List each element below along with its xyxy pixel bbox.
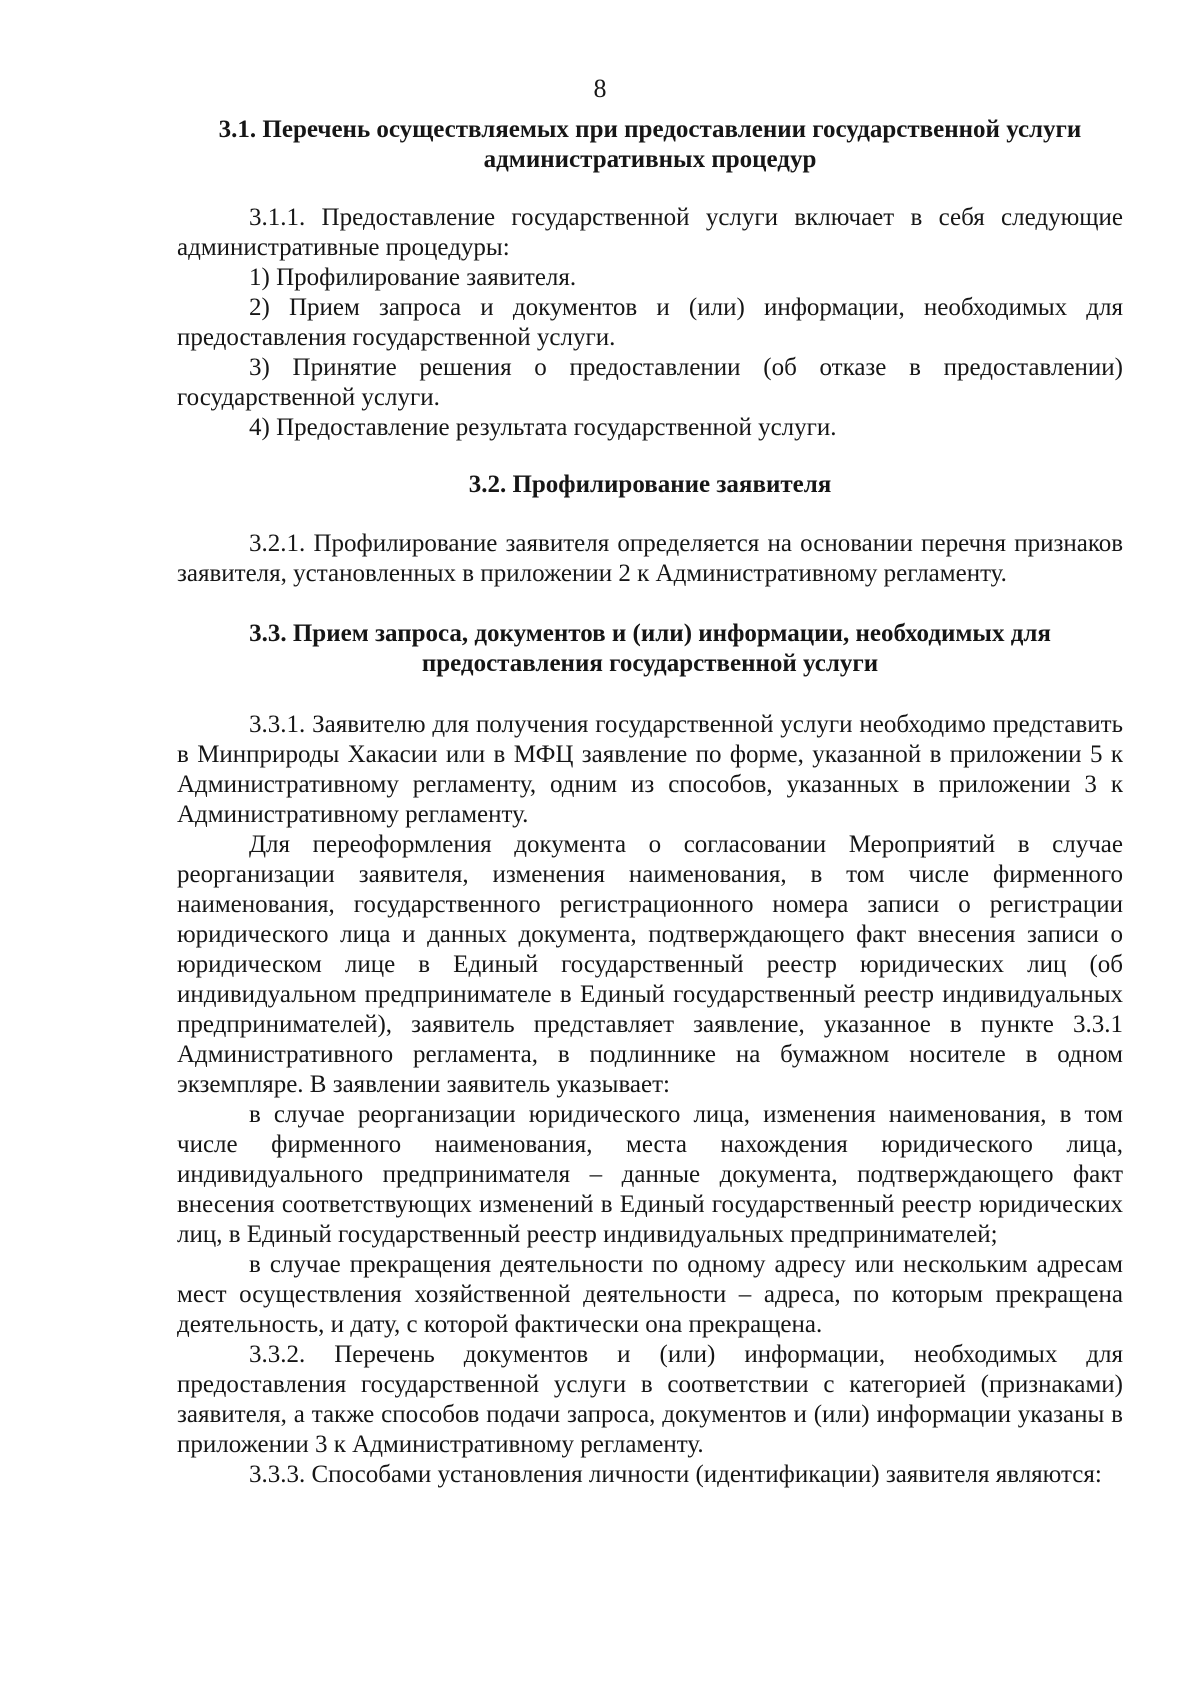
list-item-1: 1) Профилирование заявителя. (249, 264, 577, 291)
section-3-2-heading: 3.2. Профилирование заявителя (468, 471, 832, 498)
paragraph-3-2-1: 3.2.1. Профилирование заявителя определяется на основании перечня признаков заявителя, установленных в приложении 2 к Административному регламенту. (177, 530, 1123, 587)
paragraph-3-3-1: 3.3.1. Заявителю для получения государственной услуги необходимо представить в Минприроды Хакасии или в МФЦ заявление по форме, указанной в приложении 5 к Административному регламенту, одним из способов, указанных в приложении 3 к Административному регламенту. (177, 711, 1123, 828)
list-item-4: 4) Предоставление результата государственной услуги. (249, 414, 837, 441)
paragraph-3-1-1: 3.1.1. Предоставление государственной услуги включает в себя следующие административные процедуры: (177, 204, 1123, 261)
list-item-2: 2) Прием запроса и документов и (или) информации, необходимых для предоставления государственной услуги. (177, 294, 1123, 351)
paragraph-3-3-3: 3.3.3. Способами установления личности (идентификации) заявителя являются: (249, 1461, 1102, 1488)
document-body (177, 115, 1123, 1490)
paragraph-3-3-2: 3.3.2. Перечень документов и (или) информации, необходимых для предоставления государственной услуги в соответствии с категорией (признаками) заявителя, а также способов подачи запроса, документов и (или) информации указаны в приложении 3 к Административному регламенту. (177, 1341, 1123, 1458)
paragraph-termination-case: в случае прекращения деятельности по одному адресу или нескольким адресам мест осуществления хозяйственной деятельности – адреса, по которым прекращена деятельность, и дату, с которой фактически она прекращена. (177, 1251, 1123, 1338)
page-number: 8 (593, 74, 607, 103)
paragraph-reorganization-case: в случае реорганизации юридического лица, изменения наименования, в том числе фирменного наименования, места нахождения юридического лица, индивидуального предпринимателя – данные документа, подтверждающего факт внесения соответствующих изменений в Единый государственный реестр юридических лиц, в Единый государственный реестр индивидуальных предпринимателей; (177, 1101, 1123, 1248)
list-item-3: 3) Принятие решения о предоставлении (об отказе в предоставлении) государственной услуги. (177, 354, 1123, 411)
section-3-3-heading: 3.3. Прием запроса, документов и (или) информации, необходимых для предоставления государственной услуги (249, 620, 1051, 677)
paragraph-reissue: Для переоформления документа о согласовании Мероприятий в случае реорганизации заявителя, изменения наименования, в том числе фирменного наименования, государственного регистрационного номера записи о регистрации юридического лица и данных документа, подтверждающего факт внесения записи о юридическом лице в Единый государственный реестр юридических лиц (об индивидуальном предпринимателе в Единый государственный реестр индивидуальных предпринимателей), заявитель представляет заявление, указанное в пункте 3.3.1 Административного регламента, в подлиннике на бумажном носителе в одном экземпляре. В заявлении заявитель указывает: (177, 831, 1123, 1098)
section-3-1-heading: 3.1. Перечень осуществляемых при предоставлении государственной услуги административных процедур (218, 116, 1082, 173)
